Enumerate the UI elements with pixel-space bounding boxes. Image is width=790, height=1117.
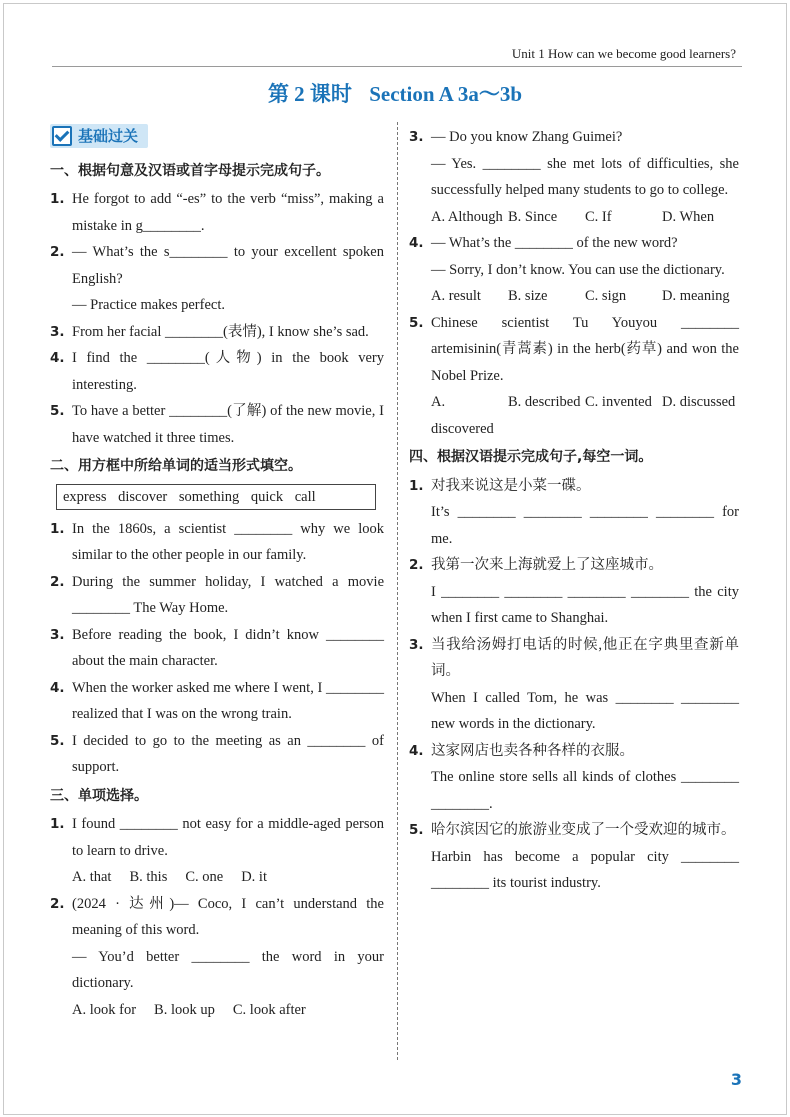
question-body — [431, 124, 739, 204]
question-text: When the worker asked me where I went, I ________ realized that I was on the wrong train. — [72, 679, 384, 722]
lesson-number: 第 2 课时 — [267, 82, 352, 106]
question-body — [72, 345, 384, 398]
question-number: 4. — [50, 679, 65, 696]
chinese-prompt: 哈尔滨因它的旅游业变成了一个受欢迎的城市。 — [431, 822, 736, 838]
question-number: 5. — [409, 314, 424, 331]
badge-label: 基础过关 — [78, 126, 139, 145]
option-a[interactable]: A. result — [431, 288, 481, 304]
option-d[interactable]: D. discussed — [662, 394, 736, 410]
option-a[interactable]: A. Although — [431, 208, 503, 225]
question-line: — Yes. ________ she met lots of difficulties, she successfully helped many students to go to college. — [431, 155, 739, 198]
english-sentence: Harbin has become a popular city ________ ________ its tourist industry. — [431, 848, 739, 891]
question-line: — Do you know Zhang Guimei? — [431, 129, 623, 145]
right-column — [409, 124, 739, 897]
question-number: 3. — [50, 323, 65, 340]
question-number: 1. — [409, 477, 424, 494]
question-body — [431, 473, 739, 553]
english-sentence: It’s ________ ________ ________ ________ for me. — [431, 504, 739, 547]
question-number: 4. — [409, 742, 424, 759]
question-number: 5. — [409, 822, 424, 838]
basic-badge — [50, 124, 148, 148]
part3-heading: 三、单项选择。 — [50, 787, 148, 804]
english-sentence: I ________ ________ ________ ________ the city when I first came to Shanghai. — [431, 583, 739, 626]
part2-list — [50, 516, 384, 781]
option-c[interactable]: C. look after — [232, 1001, 306, 1018]
part3-list-left — [50, 811, 384, 1023]
option-b[interactable]: B. described — [508, 394, 581, 410]
word-box: express discover something quick call — [56, 484, 376, 510]
part1-list — [50, 186, 384, 451]
question-item — [409, 552, 739, 632]
question-line: Chinese scientist Tu Youyou ________ artemisinin(青蒿素) in the herb(药草) and won the Nobel Prize. — [431, 314, 739, 384]
question-item — [50, 319, 384, 346]
question-body — [72, 675, 384, 728]
question-body — [431, 738, 739, 818]
chinese-prompt: 我第一次来上海就爱上了这座城市。 — [431, 557, 663, 573]
question-body — [431, 310, 739, 390]
header-rule — [52, 66, 742, 67]
question-body — [431, 552, 739, 632]
question-number: 2. — [50, 573, 65, 590]
question-number: 2. — [50, 895, 65, 912]
option-a[interactable]: A. discovered — [431, 394, 494, 437]
question-body — [72, 728, 384, 781]
option-c[interactable]: C. If — [585, 208, 612, 225]
question-number: 2. — [409, 557, 424, 573]
question-item — [50, 891, 384, 997]
question-item — [409, 230, 739, 283]
question-item — [409, 310, 739, 390]
question-item — [409, 632, 739, 738]
question-number: 1. — [50, 816, 65, 832]
question-item — [50, 398, 384, 451]
question-line: I find the ________(人物) in the book very interesting. — [72, 350, 384, 393]
chinese-prompt: 这家网店也卖各种各样的衣服。 — [431, 742, 634, 759]
question-item — [50, 516, 384, 569]
question-body — [431, 230, 739, 283]
lesson-title — [0, 78, 790, 108]
question-item — [50, 811, 384, 864]
question-body — [72, 891, 384, 997]
question-body — [72, 516, 384, 569]
chinese-prompt: 对我来说这是小菜一碟。 — [431, 477, 591, 494]
section-label: Section A 3a～3b — [369, 82, 523, 106]
options-row — [409, 389, 739, 442]
options-row — [50, 997, 384, 1024]
option-b[interactable]: B. Since — [508, 208, 558, 225]
options-row — [409, 283, 739, 310]
question-number: 1. — [50, 191, 65, 207]
checkbox-icon — [52, 126, 72, 146]
question-number: 3. — [409, 636, 424, 653]
question-item — [50, 622, 384, 675]
english-sentence: When I called Tom, he was ________ ________ new words in the dictionary. — [431, 689, 739, 732]
question-line: From her facial ________(表情), I know she’s sad. — [72, 323, 369, 340]
question-item — [409, 124, 739, 204]
question-text: Before reading the book, I didn’t know ________ about the main character. — [72, 626, 384, 669]
question-body — [431, 817, 739, 897]
question-number: 4. — [409, 235, 424, 251]
question-body — [431, 632, 739, 738]
question-body — [72, 319, 384, 346]
part4-list — [409, 473, 739, 897]
question-line: — What’s the ________ of the new word? — [431, 235, 678, 251]
option-d[interactable]: D. it — [241, 869, 267, 885]
option-a[interactable]: A. that — [72, 869, 112, 885]
option-c[interactable]: C. invented — [585, 394, 652, 410]
option-b[interactable]: B. look up — [154, 1001, 215, 1018]
question-item — [409, 473, 739, 553]
question-line: — Practice makes perfect. — [72, 297, 225, 313]
part1-heading: 一、根据句意及汉语或首字母提示完成句子。 — [50, 162, 330, 179]
running-header: Unit 1 How can we become good learners? — [511, 46, 736, 61]
part4-heading: 四、根据汉语提示完成句子,每空一词。 — [409, 449, 653, 465]
question-number: 2. — [50, 244, 65, 260]
question-body — [72, 622, 384, 675]
option-b[interactable]: B. size — [508, 288, 548, 304]
question-number: 4. — [50, 350, 65, 366]
question-item — [409, 817, 739, 897]
question-line: — Sorry, I don’t know. You can use the dictionary. — [431, 261, 725, 278]
question-body — [72, 811, 384, 864]
question-item — [409, 738, 739, 818]
question-line: I found ________ not easy for a middle-aged person to learn to drive. — [72, 816, 384, 859]
option-d[interactable]: D. When — [662, 208, 715, 225]
chinese-prompt: 当我给汤姆打电话的时候,他正在字典里查新单词。 — [431, 636, 739, 679]
question-number: 1. — [50, 520, 65, 537]
question-line: (2024 · 达州)— Coco, I can’t understand the meaning of this word. — [72, 895, 384, 938]
question-number: 5. — [50, 403, 65, 419]
question-item — [50, 728, 384, 781]
question-line: — You’d better ________ the word in your dictionary. — [72, 948, 384, 991]
question-body — [72, 398, 384, 451]
left-column — [50, 124, 384, 1023]
option-b[interactable]: B. this — [129, 869, 168, 885]
part3-list-right — [409, 124, 739, 442]
option-c[interactable]: C. one — [185, 869, 224, 885]
question-line: He forgot to add “-es” to the verb “miss”, making a mistake in g________. — [72, 191, 384, 234]
options-row — [50, 864, 384, 891]
question-line: — What’s the s________ to your excellent spoken English? — [72, 244, 384, 287]
column-divider — [397, 122, 398, 1060]
question-item — [50, 675, 384, 728]
option-a[interactable]: A. look for — [72, 1001, 137, 1018]
question-text: During the summer holiday, I watched a movie ________ The Way Home. — [72, 573, 384, 616]
question-body — [72, 239, 384, 319]
part2-heading: 二、用方框中所给单词的适当形式填空。 — [50, 458, 302, 474]
question-number: 5. — [50, 732, 65, 749]
question-item — [50, 345, 384, 398]
option-d[interactable]: D. meaning — [662, 288, 730, 304]
option-c[interactable]: C. sign — [585, 288, 627, 304]
question-number: 3. — [409, 129, 424, 145]
options-row — [409, 204, 739, 231]
question-item — [50, 239, 384, 319]
question-body — [72, 186, 384, 239]
question-item — [50, 186, 384, 239]
english-sentence: The online store sells all kinds of clothes ________ ________. — [431, 769, 739, 812]
question-item — [50, 569, 384, 622]
question-text: In the 1860s, a scientist ________ why we look similar to the other people in our family. — [72, 520, 384, 563]
question-line: To have a better ________(了解) of the new movie, I have watched it three times. — [72, 403, 384, 446]
question-text: I decided to go to the meeting as an ________ of support. — [72, 732, 384, 775]
question-body — [72, 569, 384, 622]
page-number: 3 — [730, 1070, 742, 1089]
question-number: 3. — [50, 626, 65, 643]
